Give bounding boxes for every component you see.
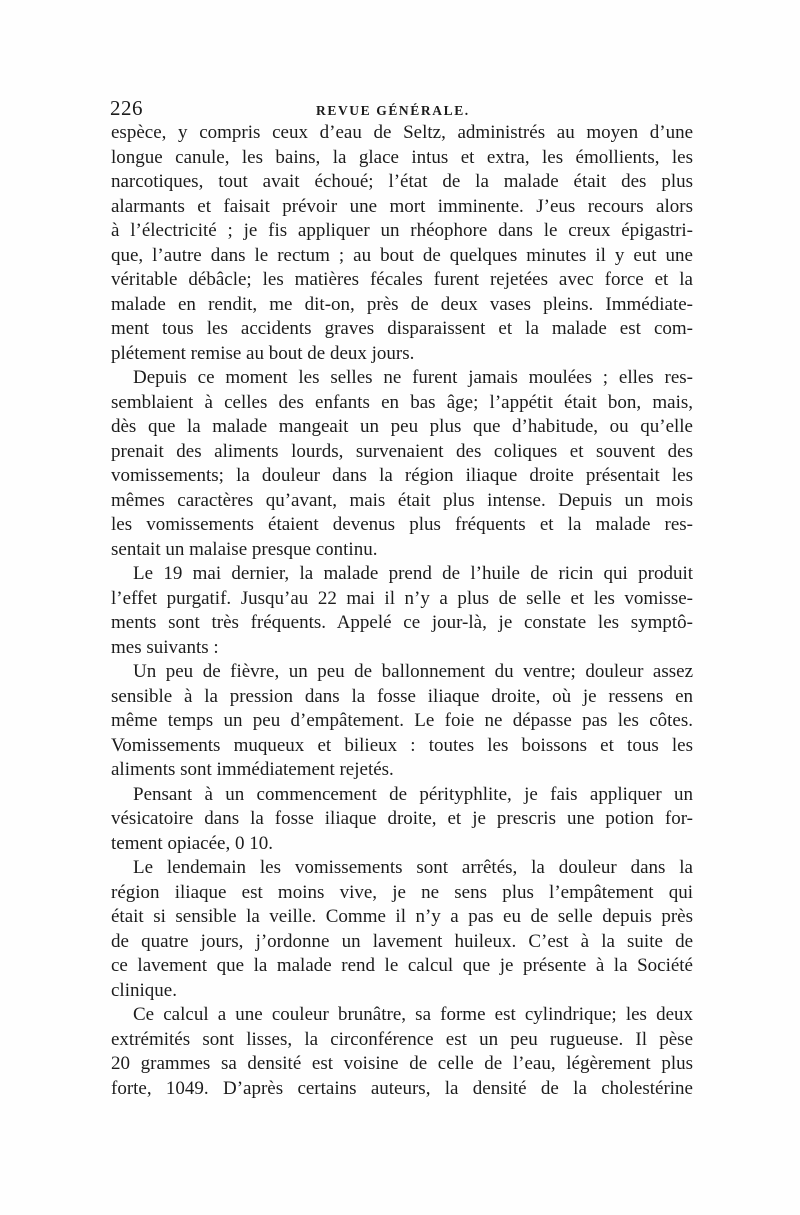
text-line: même temps un peu d’empâtement. Le foie ne dépasse pas les côtes.	[111, 710, 693, 731]
text-line: 20 grammes sa densité est voisine de celle de l’eau, légèrement plus	[111, 1053, 693, 1074]
text-line: prenait des aliments lourds, survenaient des coliques et souvent des	[111, 440, 693, 462]
text-line: mes suivants :	[111, 636, 219, 658]
text-line: espèce, y compris ceux d’eau de Seltz, administrés au moyen d’une	[111, 122, 693, 143]
text-line: ce lavement que la malade rend le calcul que je présente à la Société	[111, 955, 693, 976]
text-line: tement opiacée, 0 10.	[111, 832, 273, 854]
text-line: région iliaque est moins vive, je ne sens plus l’empâtement qui	[111, 881, 693, 903]
text-line: dès que la malade mangeait un peu plus que d’habitude, ou qu’elle	[111, 416, 693, 437]
text-line: malade en rendit, me dit-on, près de deux vases pleins. Immédiate-	[111, 293, 693, 315]
text-line: les vomissements étaient devenus plus fréquents et la malade res-	[111, 514, 693, 535]
body-text	[111, 121, 693, 1101]
text-line: Pensant à un commencement de pérityphlite, je fais appliquer un	[133, 783, 693, 805]
text-line: Le lendemain les vomissements sont arrêtés, la douleur dans la	[133, 857, 693, 878]
text-line: extrémités sont lisses, la circonférence est un peu rugueuse. Il pèse	[111, 1028, 693, 1050]
text-line: longue canule, les bains, la glace intus et extra, les émollients, les	[111, 146, 693, 168]
text-line: semblaient à celles des enfants en bas âge; l’appétit était bon, mais,	[111, 391, 693, 413]
text-line: l’effet purgatif. Jusqu’au 22 mai il n’y a plus de selle et les vomisse-	[111, 587, 693, 609]
text-line: mêmes caractères qu’avant, mais était plus intense. Depuis un mois	[111, 489, 693, 511]
text-line: ment tous les accidents graves disparaissent et la malade est com-	[111, 318, 693, 339]
running-title: REVUE GÉNÉRALE.	[316, 103, 470, 118]
text-line: narcotiques, tout avait échoué; l’état de la malade était des plus	[111, 171, 693, 192]
text-line: vésicatoire dans la fosse iliaque droite, et je prescris une potion for-	[111, 808, 693, 829]
text-line: vomissements; la douleur dans la région iliaque droite présentait les	[111, 465, 693, 486]
text-line: Depuis ce moment les selles ne furent jamais moulées ; elles res-	[133, 367, 693, 388]
text-line: à l’électricité ; je fis appliquer un rhéophore dans le creux épigastri-	[111, 220, 693, 241]
text-line: véritable débâcle; les matières fécales furent rejetées avec force et la	[111, 269, 693, 290]
text-line: était si sensible la veille. Comme il n’y a pas eu de selle depuis près	[111, 906, 693, 927]
text-line: Ce calcul a une couleur brunâtre, sa forme est cylindrique; les deux	[133, 1004, 693, 1025]
text-line: que, l’autre dans le rectum ; au bout de quelques minutes il y eut une	[111, 244, 693, 266]
text-line: sensible à la pression dans la fosse iliaque droite, où je ressens en	[111, 685, 693, 707]
text-line: Le 19 mai dernier, la malade prend de l’huile de ricin qui produit	[133, 563, 693, 584]
text-line: ments sont très fréquents. Appelé ce jour-là, je constate les symptô-	[111, 612, 693, 633]
text-line: plétement remise au bout de deux jours.	[111, 342, 415, 364]
text-line: forte, 1049. D’après certains auteurs, la densité de la cholestérine	[111, 1077, 693, 1099]
text-line: clinique.	[111, 979, 177, 1001]
text-line: Vomissements muqueux et bilieux : toutes les boissons et tous les	[111, 734, 693, 756]
page-number: 226	[110, 96, 143, 120]
text-line: de quatre jours, j’ordonne un lavement huileux. C’est à la suite de	[111, 930, 693, 952]
text-line: aliments sont immédiatement rejetés.	[111, 759, 394, 780]
text-line: sentait un malaise presque continu.	[111, 538, 378, 560]
text-line: alarmants et faisait prévoir une mort imminente. J’eus recours alors	[111, 195, 693, 217]
text-line: Un peu de fièvre, un peu de ballonnement du ventre; douleur assez	[133, 661, 693, 682]
